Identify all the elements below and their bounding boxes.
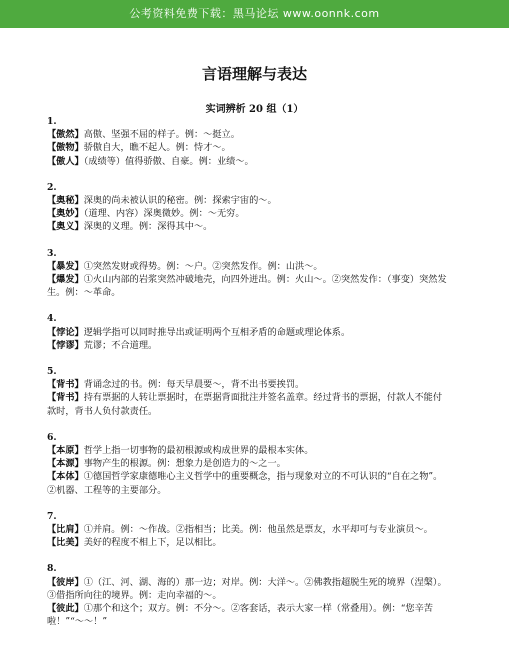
entry-term: 【傲然】 bbox=[47, 129, 84, 141]
entry-term: 【奥秘】 bbox=[47, 195, 84, 207]
entry-term: 【背书】 bbox=[47, 392, 84, 404]
entry-term: 【背书】 bbox=[47, 379, 84, 391]
entry-definition: ①那个和这个；双方。例：不分～。②客套话，表示大家一样（常叠用）。例：“您辛苦啦！”“～～！” bbox=[47, 603, 433, 628]
entry-term: 【本原】 bbox=[47, 445, 84, 457]
word-entry bbox=[47, 220, 447, 233]
word-entry bbox=[47, 260, 447, 273]
entry-definition: ①并肩。例：～作战。②指相当；比美。例：他虽然是票友，水平却可与专业演员～。 bbox=[83, 524, 433, 536]
entry-term: 【本体】 bbox=[47, 471, 84, 483]
word-entry bbox=[47, 536, 447, 549]
entry-term: 【傲人】 bbox=[47, 155, 84, 167]
entry-definition: （道理、内容）深奥微妙。例：～无穷。 bbox=[83, 208, 245, 220]
word-entry bbox=[47, 457, 447, 470]
entry-group bbox=[47, 115, 447, 168]
group-number: 8. bbox=[47, 563, 57, 575]
group-number: 7. bbox=[47, 510, 57, 522]
section-subtitle: 实词辨析 20 组（1） bbox=[205, 104, 304, 115]
word-entry bbox=[47, 155, 447, 168]
word-entry bbox=[47, 576, 447, 602]
entry-definition: 持有票据的人转让票据时，在票据背面批注并签名盖章。经过背书的票据，付款人不能付款时，背书人负付款责任。 bbox=[47, 392, 443, 417]
entry-definition: 哲学上指一切事物的最初根源或构成世界的最根本实体。 bbox=[83, 445, 314, 457]
group-number: 3. bbox=[47, 247, 57, 259]
entry-term: 【暴发】 bbox=[47, 260, 84, 272]
word-entry bbox=[47, 523, 447, 536]
group-number: 6. bbox=[47, 431, 57, 443]
group-number: 5. bbox=[47, 366, 57, 378]
word-entry bbox=[47, 194, 447, 207]
word-entry bbox=[47, 470, 447, 496]
entry-group bbox=[47, 562, 447, 628]
word-entry bbox=[47, 444, 447, 457]
entry-term: 【本源】 bbox=[47, 458, 84, 470]
entry-term: 【奥义】 bbox=[47, 221, 84, 233]
entry-definition: （成绩等）值得骄傲、自豪。例：业绩～。 bbox=[83, 155, 254, 167]
entry-definition: 逻辑学指可以同时推导出或证明两个互相矛盾的命题或理论体系。 bbox=[83, 326, 351, 338]
entry-group bbox=[47, 510, 447, 550]
entry-definition: 骄傲自大，瞧不起人。例：恃才～。 bbox=[83, 142, 231, 154]
entry-definition: ①突然发财或得势。例：～户。②突然发作。例：山洪～。 bbox=[83, 260, 323, 272]
entry-group bbox=[47, 431, 447, 497]
entry-term: 【彼此】 bbox=[47, 603, 84, 615]
word-entry bbox=[47, 128, 447, 141]
entry-term: 【比美】 bbox=[47, 537, 84, 549]
word-entry bbox=[47, 326, 447, 339]
word-entry bbox=[47, 391, 447, 417]
group-number: 1. bbox=[47, 116, 57, 127]
word-entry bbox=[47, 141, 447, 154]
word-entry bbox=[47, 378, 447, 391]
group-number: 2. bbox=[47, 181, 57, 193]
entry-term: 【悖谬】 bbox=[47, 339, 84, 351]
entry-definition: 事物产生的根源。例：想象力是创造力的～之一。 bbox=[83, 458, 286, 470]
entry-term: 【傲物】 bbox=[47, 142, 84, 154]
entry-term: 【比肩】 bbox=[47, 524, 84, 536]
entry-definition: 美好的程度不相上下，足以相比。 bbox=[83, 537, 222, 549]
entry-group bbox=[47, 365, 447, 418]
entry-term: 【奥妙】 bbox=[47, 208, 84, 220]
entry-term: 【彼岸】 bbox=[47, 576, 84, 588]
entry-group bbox=[47, 247, 447, 300]
entry-definition: 深奥的义理。例：深得其中～。 bbox=[83, 221, 213, 233]
group-number: 4. bbox=[47, 313, 57, 325]
word-entry bbox=[47, 339, 447, 352]
entry-definition: 荒谬；不合道理。 bbox=[83, 339, 158, 351]
entry-definition: 背诵念过的书。例：每天早晨要～，背不出书要挨罚。 bbox=[83, 379, 305, 391]
page-title: 言语理解与表达 bbox=[201, 65, 307, 83]
entry-group bbox=[47, 181, 447, 234]
word-entry bbox=[47, 207, 447, 220]
entry-definition: 高傲、坚强不屈的样子。例：～挺立。 bbox=[83, 129, 240, 141]
entry-group bbox=[47, 312, 447, 352]
entry-definition: ①（江、河、湖、海的）那一边；对岸。例：大洋～。②佛教指超脱生死的境界（涅槃）。③借指所向往的境界。例：走向幸福的～。 bbox=[47, 576, 447, 601]
entry-term: 【悖论】 bbox=[47, 326, 84, 338]
top-banner[interactable]: 公考资料免费下载：黑马论坛 www.oonnk.com bbox=[0, 0, 509, 28]
entry-definition: 深奥的尚未被认识的秘密。例：探索宇宙的～。 bbox=[83, 195, 277, 207]
word-entry bbox=[47, 273, 447, 299]
entry-definition: ①火山内部的岩浆突然冲破地壳，向四外迸出。例：火山～。②突然发作：（事变）突然发生。例：～革命。 bbox=[47, 274, 447, 299]
word-entry bbox=[47, 602, 447, 628]
document-body bbox=[47, 115, 447, 642]
entry-definition: ①德国哲学家康德唯心主义哲学中的重要概念，指与现象对立的不可认识的“自在之物”。②机器、工程等的主要部分。 bbox=[47, 471, 443, 496]
entry-term: 【爆发】 bbox=[47, 274, 84, 286]
